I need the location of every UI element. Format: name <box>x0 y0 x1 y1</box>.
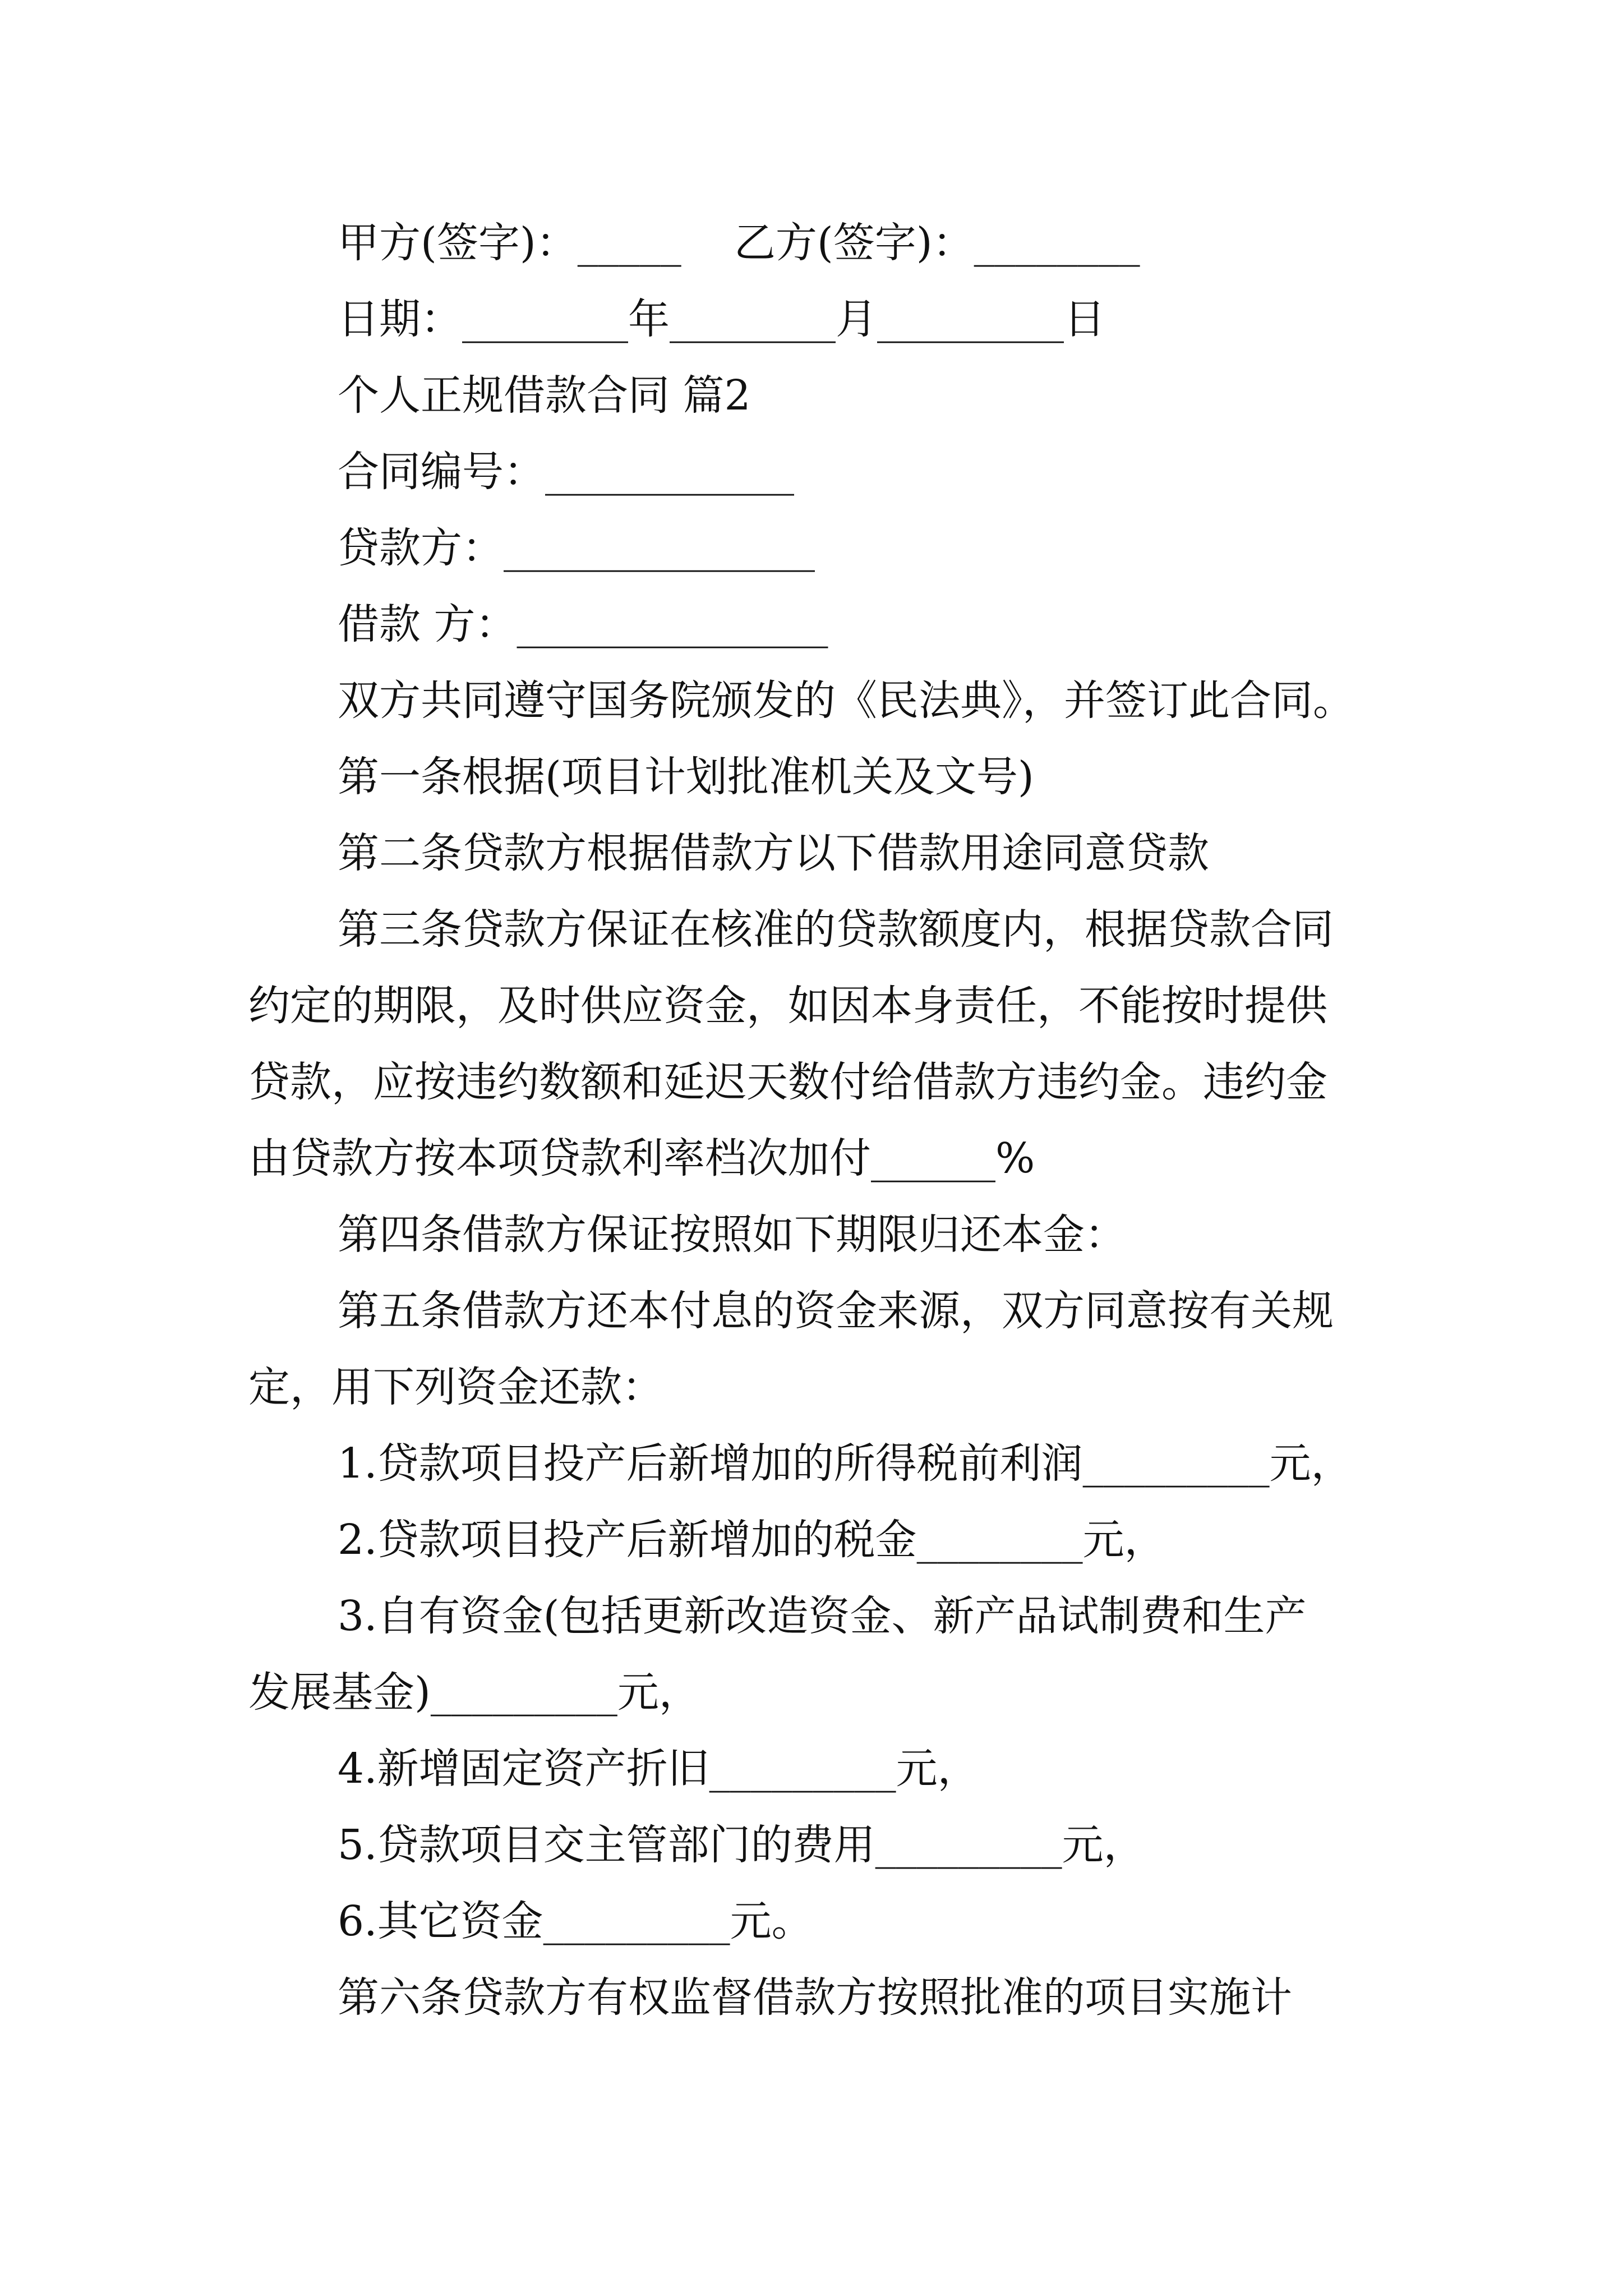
paragraph-line: 第一条根据(项目计划批准机关及文号) <box>338 753 1034 801</box>
item-4 <box>338 1738 979 1800</box>
paragraph-line: 贷款，应按违约数额和延迟天数付给借款方违约金。违约金 <box>248 1058 1327 1106</box>
item-2-text: 2.贷款项目投产后新增加的税金 <box>338 1516 917 1564</box>
penalty-suffix: % <box>995 1134 1035 1182</box>
item-6-text: 6.其它资金 <box>338 1897 543 1945</box>
paragraph-line: 双方共同遵守国务院颁发的《民法典》，并签订此合同。 <box>338 677 1354 725</box>
lender-line <box>338 517 815 579</box>
date-label: 日期： <box>338 295 462 343</box>
item-4-blank: _________ <box>709 1745 896 1793</box>
paragraph-line: 约定的期限，及时供应资金，如因本身责任，不能按时提供 <box>248 982 1327 1030</box>
item-2-suffix: 元， <box>1082 1516 1166 1564</box>
contract-number-label: 合同编号： <box>338 448 545 496</box>
date-month-label: 月 <box>836 295 877 343</box>
party-a-blank: _____ <box>577 219 681 267</box>
borrower-line <box>338 593 828 655</box>
penalty-blank: ______ <box>871 1134 995 1182</box>
article-5-line-1: 第五条借款方还本付息的资金来源，双方同意按有关规 <box>338 1287 1334 1335</box>
item-1 <box>338 1433 1353 1494</box>
item-4-suffix: 元， <box>896 1745 979 1793</box>
date-day-blank: _________ <box>877 295 1064 343</box>
item-5 <box>338 1814 1145 1876</box>
paragraph-line: 第二条贷款方根据借款方以下借款用途同意贷款 <box>338 829 1209 877</box>
penalty-line <box>248 1128 1035 1189</box>
gap <box>681 219 734 267</box>
contract-number-blank: ____________ <box>545 448 794 496</box>
party-b-label: 乙方(签字)： <box>734 219 974 267</box>
lender-label: 贷款方： <box>338 524 504 572</box>
item-5-suffix: 元， <box>1062 1821 1145 1869</box>
penalty-text: 由贷款方按本项贷款利率档次加付 <box>248 1134 871 1182</box>
paragraph-line: 第三条贷款方保证在核准的贷款额度内，根据贷款合同 <box>338 905 1334 954</box>
item-5-blank: _________ <box>875 1821 1062 1869</box>
item-2-blank: ________ <box>916 1516 1083 1564</box>
date-year-label: 年 <box>628 295 670 343</box>
article-4: 第四条借款方保证按照如下期限归还本金： <box>338 1211 1126 1259</box>
item-3-line-1: 3.自有资金(包括更新改造资金、新产品试制费和生产 <box>338 1592 1307 1640</box>
item-1-text: 1.贷款项目投产后新增加的所得税前利润 <box>338 1439 1083 1488</box>
item-3-blank: _________ <box>430 1668 617 1717</box>
signature-line <box>338 212 1140 274</box>
item-3-suffix: 元， <box>617 1668 700 1717</box>
item-4-text: 4.新增固定资产折旧 <box>338 1745 709 1793</box>
item-3-text: 发展基金) <box>248 1668 431 1717</box>
item-2 <box>338 1509 1166 1571</box>
item-5-text: 5.贷款项目交主管部门的费用 <box>338 1821 875 1869</box>
article-6: 第六条贷款方有权监督借款方按照批准的项目实施计 <box>338 1973 1292 2022</box>
borrower-label: 借款 方： <box>338 600 517 648</box>
item-6 <box>338 1890 813 1952</box>
lender-blank: _______________ <box>504 524 815 572</box>
borrower-blank: _______________ <box>517 600 828 648</box>
date-line <box>338 288 1105 350</box>
item-1-blank: _________ <box>1082 1439 1270 1488</box>
party-a-label: 甲方(签字)： <box>338 219 578 267</box>
item-6-blank: _________ <box>543 1897 730 1945</box>
date-year-blank: ________ <box>462 295 628 343</box>
article-5-line-2: 定，用下列资金还款： <box>248 1363 663 1411</box>
item-6-suffix: 元。 <box>730 1897 813 1945</box>
date-month-blank: ________ <box>670 295 836 343</box>
contract-heading: 个人正规借款合同 篇2 <box>338 371 751 420</box>
party-b-blank: ________ <box>974 219 1140 267</box>
item-1-suffix: 元， <box>1269 1439 1353 1488</box>
item-3-line-2 <box>248 1662 700 1723</box>
contract-number-line <box>338 441 794 503</box>
date-day-label: 日 <box>1064 295 1105 343</box>
